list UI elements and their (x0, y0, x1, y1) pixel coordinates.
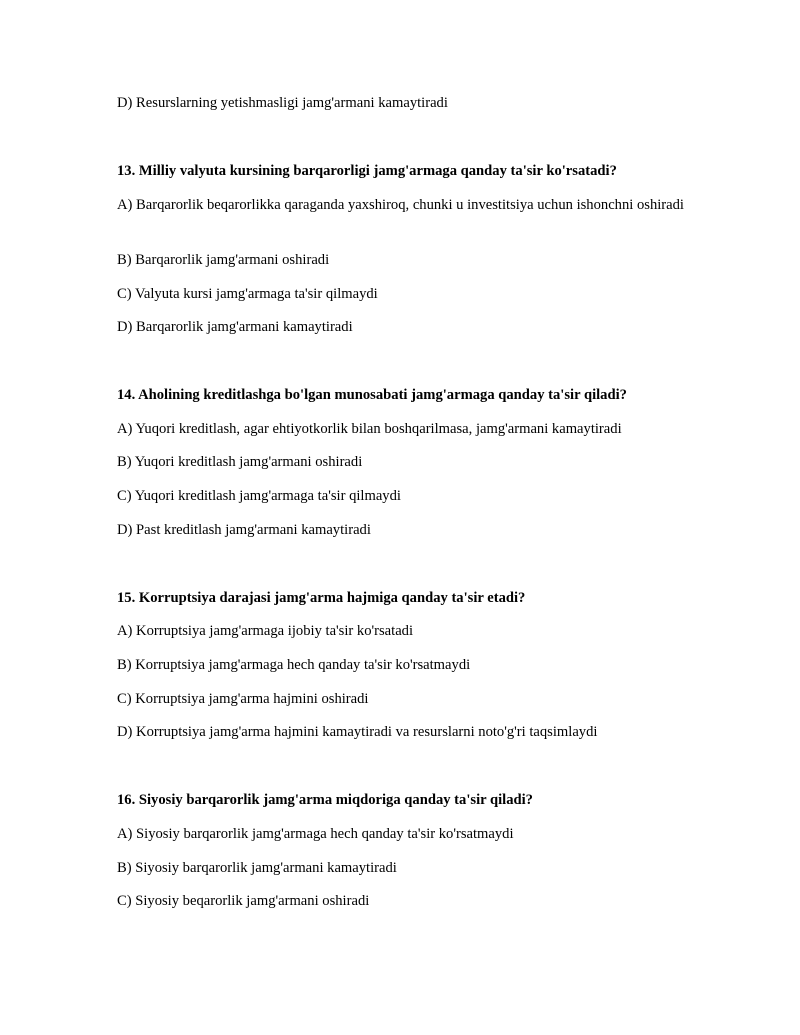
answer-option: A) Siyosiy barqarorlik jamg'armaga hech qanday ta'sir ko'rsatmaydi (117, 826, 514, 842)
answer-option: C) Yuqori kreditlash jamg'armaga ta'sir qilmaydi (117, 488, 401, 504)
question-14: 14. Aholining kreditlashga bo'lgan munosabati jamg'armaga qanday ta'sir qiladi? (117, 387, 627, 403)
answer-option: B) Barqarorlik jamg'armani oshiradi (117, 252, 330, 268)
question-13: 13. Milliy valyuta kursining barqarorligi jamg'armaga qanday ta'sir ko'rsatadi? (117, 163, 617, 179)
answer-option: D) Resurslarning yetishmasligi jamg'armani kamaytiradi (117, 95, 448, 111)
answer-option: B) Yuqori kreditlash jamg'armani oshiradi (117, 454, 363, 470)
answer-option: D) Past kreditlash jamg'armani kamaytiradi (117, 522, 371, 538)
answer-option: D) Barqarorlik jamg'armani kamaytiradi (117, 319, 353, 335)
answer-option: A) Barqarorlik beqarorlikka qaraganda yaxshiroq, chunki u investitsiya uchun ishonchni oshiradi (117, 197, 684, 213)
answer-option: C) Valyuta kursi jamg'armaga ta'sir qilmaydi (117, 286, 378, 302)
answer-option: B) Siyosiy barqarorlik jamg'armani kamaytiradi (117, 860, 397, 876)
answer-option: A) Korruptsiya jamg'armaga ijobiy ta'sir ko'rsatadi (117, 623, 414, 639)
question-16: 16. Siyosiy barqarorlik jamg'arma miqdoriga qanday ta'sir qiladi? (117, 792, 533, 808)
answer-option: D) Korruptsiya jamg'arma hajmini kamaytiradi va resurslarni noto'g'ri taqsimlaydi (117, 724, 598, 740)
question-15: 15. Korruptsiya darajasi jamg'arma hajmiga qanday ta'sir etadi? (117, 590, 526, 606)
answer-option: B) Korruptsiya jamg'armaga hech qanday ta'sir ko'rsatmaydi (117, 657, 471, 673)
answer-option: C) Siyosiy beqarorlik jamg'armani oshiradi (117, 893, 370, 909)
answer-option: C) Korruptsiya jamg'arma hajmini oshiradi (117, 691, 369, 707)
answer-option: A) Yuqori kreditlash, agar ehtiyotkorlik bilan boshqarilmasa, jamg'armani kamaytiradi (117, 421, 622, 437)
